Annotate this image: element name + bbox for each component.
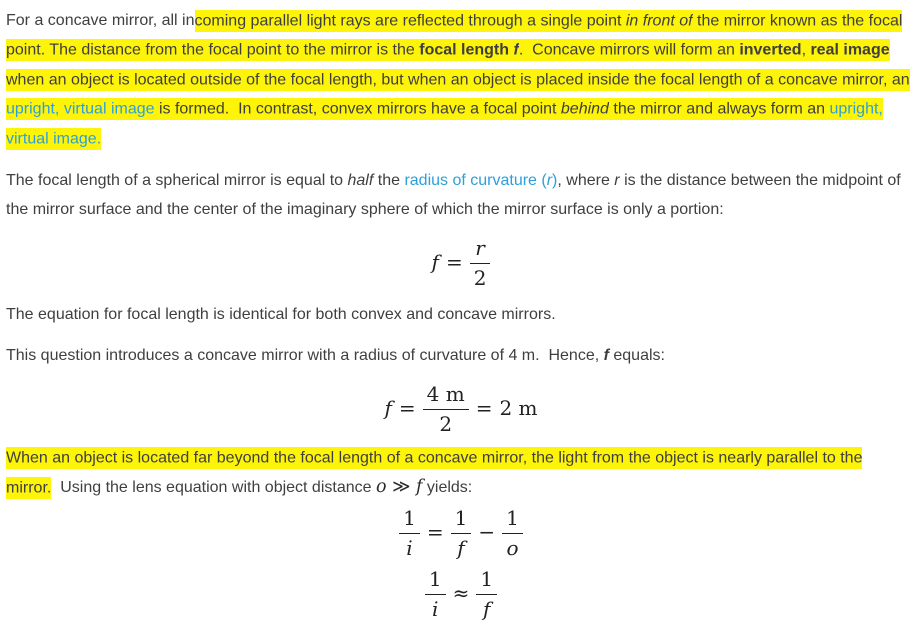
highlighted-italic-text: in front of [626,10,693,32]
text-segment: The focal length of a spherical mirror is equal to [6,171,348,189]
much-greater-than-sign: ≫ [386,477,416,497]
denominator-i: i [425,594,446,621]
link-upright-virtual-image[interactable]: upright, virtual image [6,98,155,120]
equals-sign: = [445,249,463,274]
fraction-r-over-2 [470,237,491,290]
equation-focal-length-value [6,383,916,436]
paragraph-far-object [6,444,916,503]
link-upright-virtual-image[interactable]: upright, virtual image. [6,98,883,150]
equation-focal-length [6,237,916,290]
denominator-2: 2 [423,409,469,436]
link-radius-of-curvature[interactable]: ) [552,171,558,189]
text-segment: is the distance between the midpoint of the mirror surface and the center of the imaginary sphere of which the mirror surface is only a portion: [6,171,901,218]
highlighted-text: When an object is located far beyond the focal length of a concave mirror, the light from the object is nearly parallel to the mirror. [6,447,862,499]
highlighted-text: . Concave mirrors will form an [519,39,740,61]
text-segment: For a concave mirror, all in [6,12,195,29]
highlighted-text: when an object is located outside of the focal length, but when an object is placed inside the focal length of a concave mirror, an [6,69,910,91]
italic-r: r [614,171,620,189]
fraction-1-over-o [502,507,523,560]
text-segment: The equation for focal length is identical for both convex and concave mirrors. [6,305,556,323]
bold-italic-f: f [603,347,609,364]
equals-sign: = [475,395,493,420]
denominator-2: 2 [470,263,491,290]
paragraph-question-setup [6,341,916,371]
highlighted-text: coming parallel light rays are reflected through a single point [195,10,626,32]
highlighted-italic-text: behind [561,98,609,120]
highlighted-text: the mirror known as the focal point. The distance from the focal point to the mirror is the [6,10,902,62]
paragraph-focal-length-definition [6,166,916,225]
numerator-1: 1 [428,566,442,591]
minus-sign: − [478,519,496,544]
numerator-1: 1 [480,566,494,591]
fraction-1-over-i [399,507,420,560]
numerator-r: r [475,235,485,260]
text-segment: equals: [608,347,665,364]
highlighted-text: the mirror and always form an [609,98,830,120]
text-segment: yields: [422,479,473,496]
math-f: f [431,249,439,274]
denominator-o: o [502,533,523,560]
math-f: f [415,477,423,497]
denominator-f: f [476,594,497,621]
highlighted-bold-text: focal length [419,39,513,61]
text-segment: , where [557,171,615,189]
italic-text: half [347,171,374,189]
fraction-1-over-i [425,568,446,621]
link-radius-of-curvature[interactable]: r [546,171,553,189]
numerator-1: 1 [403,505,416,530]
paragraph-intro [6,6,916,154]
math-f: f [384,395,392,420]
equals-sign: = [426,519,444,544]
math-o: o [375,477,387,497]
text-segment: Using the lens equation with object distance [51,479,376,496]
equation-lens [6,507,916,560]
highlighted-text: is formed. In contrast, convex mirrors have a focal point [155,98,561,120]
equals-sign: = [398,395,416,420]
highlighted-bold-text: inverted [739,39,801,61]
paragraph-equation-note [6,300,916,330]
equation-lens-approx [6,568,916,621]
fraction-1-over-f [451,507,472,560]
highlighted-text: , [802,39,811,61]
denominator-f: f [451,533,472,560]
denominator-i: i [399,533,420,560]
link-radius-of-curvature[interactable]: radius of curvature ( [404,171,547,189]
result-2m: 2 m [499,395,538,420]
text-segment: the [373,171,405,189]
numerator-1: 1 [454,505,468,530]
text-segment: This question introduces a concave mirror with a radius of curvature of 4 m. Hence, [6,347,604,364]
numerator-4m: 4 m [426,381,465,406]
fraction-4m-over-2 [423,383,469,436]
numerator-1: 1 [506,505,519,530]
highlighted-bold-text: real image [810,39,889,61]
fraction-1-over-f [476,568,497,621]
approx-sign: ≈ [452,580,470,605]
highlighted-bold-italic-f: f [513,39,518,61]
